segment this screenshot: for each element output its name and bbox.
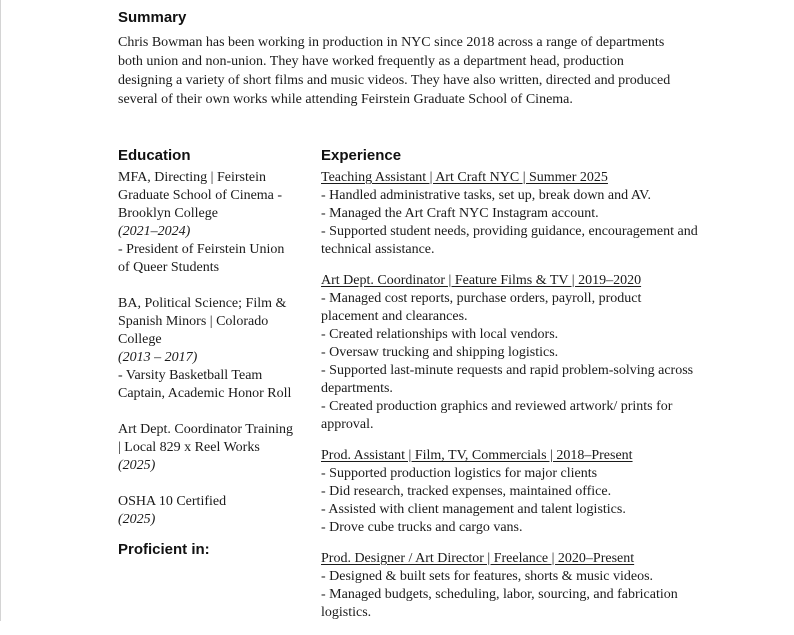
job-bullet: - Supported production logistics for major clients: [321, 466, 598, 481]
job-entry: [321, 447, 701, 537]
job-bullet: - Managed cost reports, purchase orders, payroll, product placement and clearances.: [321, 291, 642, 324]
job-bullet: - Managed budgets, scheduling, labor, sourcing, and fabrication logistics.: [321, 587, 678, 620]
experience-heading: Experience: [321, 147, 402, 164]
summary-heading: Summary: [118, 9, 187, 26]
job-bullet: - Oversaw trucking and shipping logistics.: [321, 345, 559, 360]
job-bullet: - Drove cube trucks and cargo vans.: [321, 520, 523, 535]
education-title: BA, Political Science; Film & Spanish Minors | Colorado College: [118, 296, 287, 347]
education-entry: [118, 295, 293, 403]
experience-column: [321, 147, 701, 635]
job-title: Prod. Assistant | Film, TV, Commercials | 2018–Present: [321, 448, 633, 463]
page-edge: [0, 0, 1, 621]
job-title: Prod. Designer / Art Director | Freelance | 2020–Present: [321, 551, 635, 566]
education-title: OSHA 10 Certified: [118, 494, 227, 509]
proficient-heading: Proficient in:: [118, 541, 210, 558]
education-heading: Education: [118, 147, 191, 164]
job-bullet: - Did research, tracked expenses, maintained office.: [321, 484, 612, 499]
job-bullet: - Supported student needs, providing guidance, encouragement and technical assistance.: [321, 224, 698, 257]
education-years: (2025): [118, 458, 156, 473]
education-years: (2013 – 2017): [118, 350, 198, 365]
education-column: [118, 147, 293, 558]
job-bullet: - Assisted with client management and talent logistics.: [321, 502, 626, 517]
job-bullet: - Supported last-minute requests and rapid problem-solving across departments.: [321, 363, 694, 396]
education-entry: [118, 493, 293, 529]
job-bullet: - Created production graphics and reviewed artwork/ prints for approval.: [321, 399, 673, 432]
education-entry: [118, 169, 293, 277]
job-title: Art Dept. Coordinator | Feature Films & TV | 2019–2020: [321, 273, 642, 288]
education-note: - President of Feirstein Union of Queer Students: [118, 242, 285, 275]
job-entry: [321, 272, 701, 434]
job-bullet: - Designed & built sets for features, shorts & music videos.: [321, 569, 654, 584]
education-note: - Varsity Basketball Team Captain, Academic Honor Roll: [118, 368, 292, 401]
education-years: (2025): [118, 512, 156, 527]
education-title: MFA, Directing | Feirstein Graduate School of Cinema - Brooklyn College: [118, 170, 283, 221]
job-entry: [321, 550, 701, 622]
job-bullet: - Handled administrative tasks, set up, break down and AV.: [321, 188, 651, 203]
job-entry: [321, 169, 701, 259]
education-entry: [118, 421, 293, 475]
job-title: Teaching Assistant | Art Craft NYC | Summer 2025: [321, 170, 608, 185]
education-years: (2021–2024): [118, 224, 191, 239]
education-title: Art Dept. Coordinator Training | Local 829 x Reel Works: [118, 422, 293, 455]
summary-text: Chris Bowman has been working in production in NYC since 2018 across a range of departments both union and non-union. They have worked frequently as a department head, production designing a variety of short films and music videos. They have also written, directed and produced several of their own works while attending Feirstein Graduate School of Cinema.: [118, 35, 671, 107]
job-bullet: - Created relationships with local vendors.: [321, 327, 559, 342]
job-bullet: - Managed the Art Craft NYC Instagram account.: [321, 206, 599, 221]
